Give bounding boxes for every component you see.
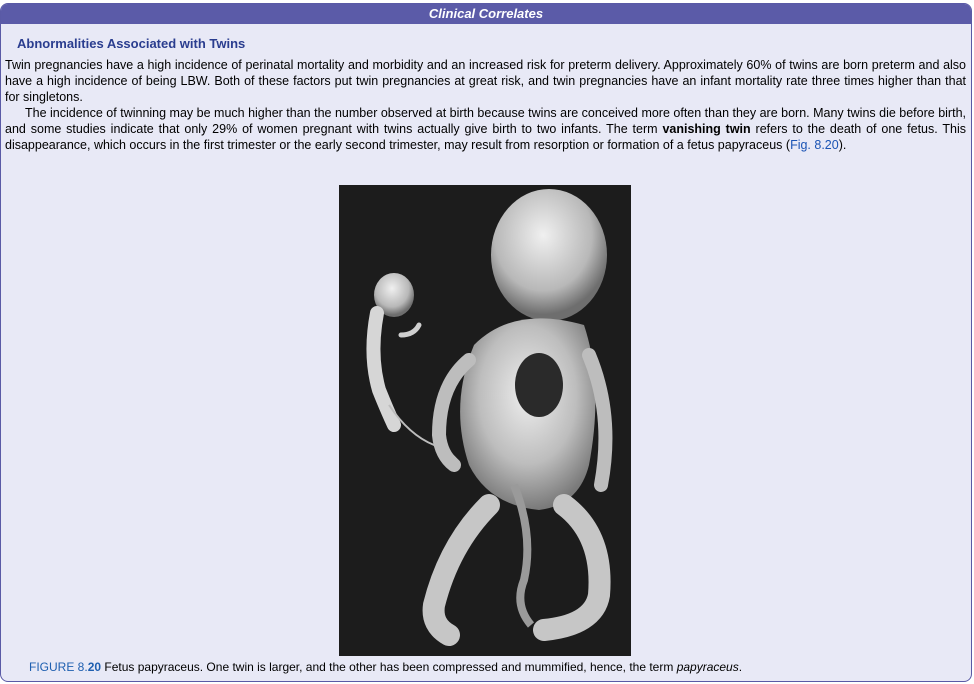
clinical-correlates-box [0,3,972,682]
section-heading: Abnormalities Associated with Twins [17,36,246,51]
figure-label: FIGURE 8. [29,660,88,674]
paragraph-2 [5,105,966,153]
paragraph-2-text-cont: refers to the death of one fetus. This disappearance, which occurs in the first trimester or the early second trimester, may result from resorption or formation of a fetus papyraceus ( [5,122,966,152]
caption-end: . [738,660,743,674]
vanishing-twin-term: vanishing twin [662,122,751,136]
paragraph-1: Twin pregnancies have a high incidence of perinatal mortality and morbidity and an increased risk for preterm delivery. Approximately 60% of twins are born preterm and also have a high incidence of being LBW. Both of these factors put twin pregnancies at great risk, and twin pregnancies have an infant mortality rate three times higher than that for singletons. [5,58,966,104]
figure-number: 20 [87,660,102,674]
fetus-papyraceus-photo [339,185,631,656]
figure-reference-link[interactable]: Fig. 8.20 [790,138,839,152]
caption-term: papyraceus [676,660,739,674]
banner-title: Clinical Correlates [1,4,971,24]
figure-caption [29,660,742,674]
caption-text: Fetus papyraceus. One twin is larger, and the other has been compressed and mummified, hence, the term [101,660,677,674]
fetus-papyraceus-illustration [339,185,631,656]
paragraph-2-text: The incidence of twinning may be much higher than the number observed at birth because twins are conceived more often than they are born. Many twins die before birth, and some studies indicate that only 29% of women pregnant with twins actually give birth to two infants. The term [5,106,966,136]
paragraph-2-end: ). [838,138,847,152]
